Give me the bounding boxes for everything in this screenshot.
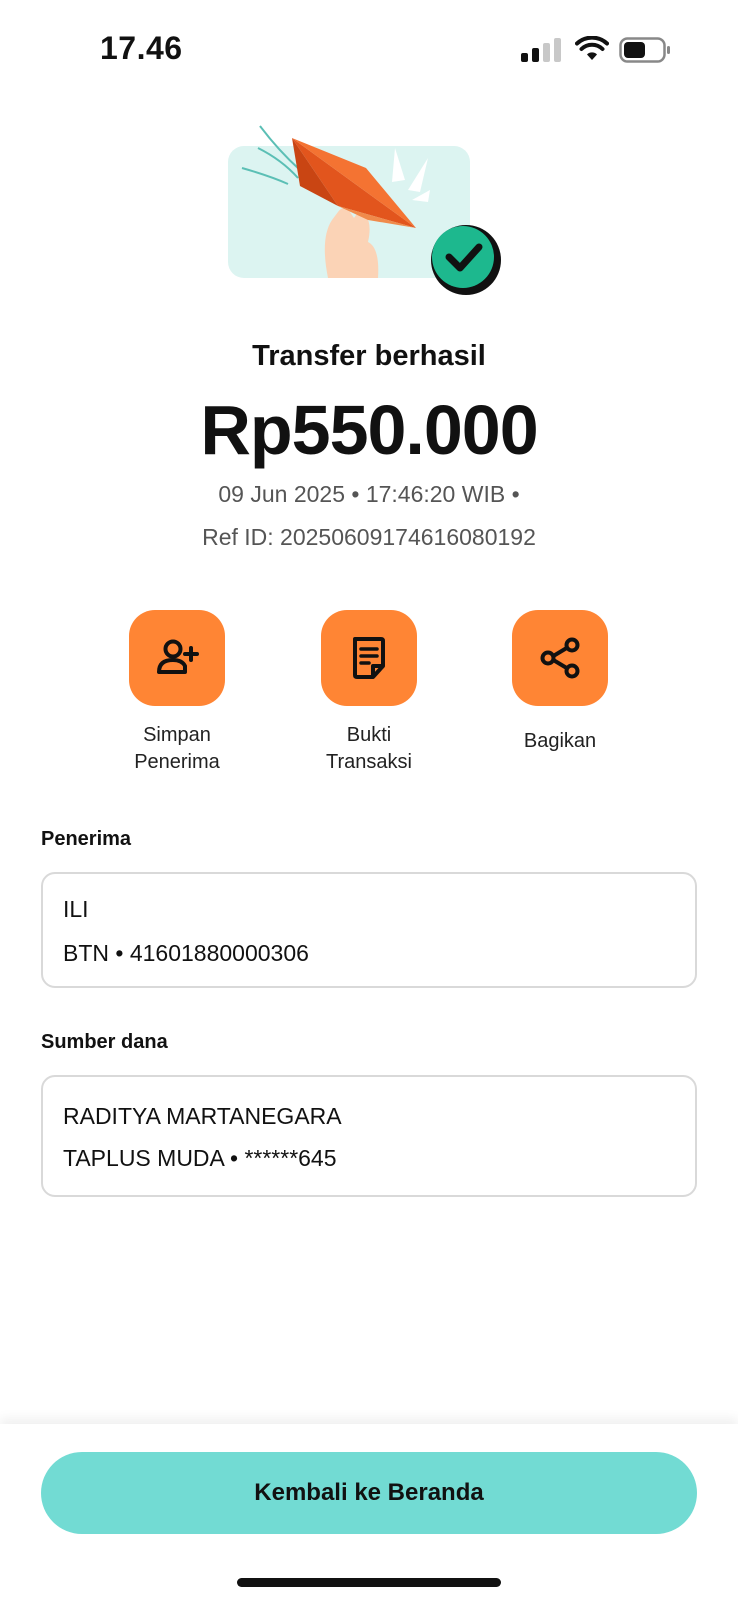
transaction-receipt-button[interactable] — [321, 610, 417, 706]
recipient-name: ILI — [63, 896, 89, 922]
receipt-icon — [345, 634, 393, 682]
transfer-datetime: 09 Jun 2025 • 17:46:20 WIB • — [218, 481, 520, 507]
share-label: Bagikan — [523, 730, 597, 752]
status-bar — [0, 0, 738, 100]
transfer-status-title: Transfer berhasil — [252, 340, 486, 372]
back-to-home-button[interactable]: Kembali ke Beranda — [41, 1452, 697, 1534]
recipient-section-label: Penerima — [41, 828, 132, 850]
save-recipient-action[interactable] — [102, 610, 252, 776]
save-recipient-button[interactable] — [129, 610, 225, 706]
recipient-account: BTN • 41601880000306 — [63, 940, 309, 966]
cellular-signal-icon — [521, 38, 563, 62]
transfer-ref-id: Ref ID: 20250609174616080192 — [202, 524, 536, 550]
transfer-success-illustration — [220, 120, 520, 310]
source-name: RADITYA MARTANEGARA — [63, 1103, 342, 1129]
status-time: 17.46 — [100, 30, 183, 66]
transaction-receipt-action[interactable] — [294, 610, 444, 776]
share-icon — [536, 634, 584, 682]
share-button[interactable] — [512, 610, 608, 706]
save-recipient-label: Simpan Penerima — [134, 724, 220, 773]
user-plus-icon — [153, 634, 201, 682]
recipient-card — [41, 872, 697, 988]
home-indicator — [237, 1578, 501, 1587]
transfer-amount: Rp550.000 — [200, 391, 538, 469]
source-section-label: Sumber dana — [41, 1031, 168, 1053]
source-account: TAPLUS MUDA • ******645 — [63, 1145, 337, 1171]
wifi-icon — [575, 36, 609, 62]
battery-icon — [619, 37, 671, 63]
source-card — [41, 1075, 697, 1197]
bottom-bar — [0, 1424, 738, 1600]
transaction-receipt-label: Bukti Transaksi — [326, 724, 412, 773]
share-action[interactable] — [485, 610, 635, 755]
